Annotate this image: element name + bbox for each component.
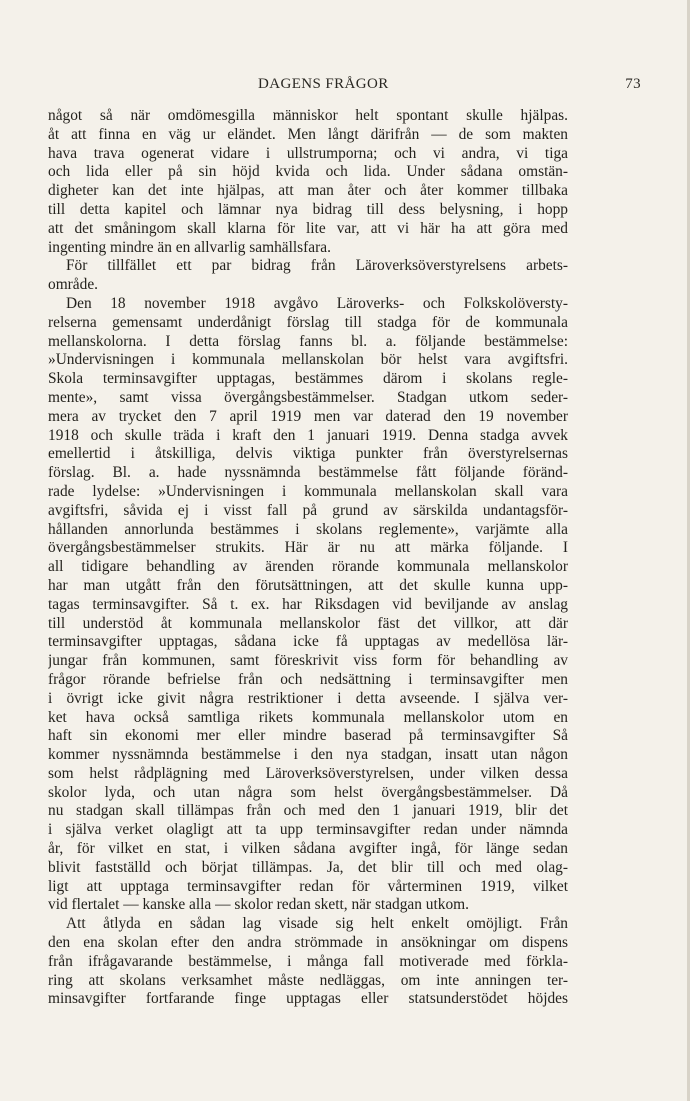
running-title: DAGENS FRÅGOR: [258, 76, 389, 92]
text-line: till understöd åt kommunala mellanskolor fäst det villkor, att där: [48, 614, 568, 632]
text-line: emellertid i åtskilliga, delvis viktiga punkter från överstyrelsernas: [48, 445, 568, 463]
text-line: och lida eller på sin höjd kvida och lida. Under sådana omstän-: [48, 163, 568, 181]
text-line: ligt att upptaga terminsavgifter redan för vårterminen 1919, vilket: [48, 877, 568, 895]
text-line: vid flertalet — kanske alla — skolor redan skett, när stadgan utkom.: [48, 896, 469, 914]
text-line: som helst rådplägning med Läroverksöverstyrelsen, under vilken dessa: [48, 764, 568, 782]
text-line: att det småningom skall klarna för lite var, att vi här ha att göra med: [48, 219, 568, 237]
text-line: nu stadgan skall tillämpas från och med den 1 januari 1919, blir det: [48, 802, 568, 820]
text-line: övergångsbestämmelser strukits. Här är nu att märka följande. I: [48, 539, 568, 557]
text-line: relserna gemensamt underdånigt förslag till stadga för de kommunala: [48, 313, 568, 331]
text-line: ket hava också samtliga rikets kommunala mellanskolor utom en: [48, 708, 568, 726]
text-line: 1918 och skulle träda i kraft den 1 januari 1919. Denna stadga avvek: [48, 426, 568, 444]
text-line: i övrigt icke givit några restriktioner i detta avseende. I själva ver-: [48, 689, 568, 707]
text-line: från ifrågavarande bestämmelse, i många fall motiverade med förkla-: [48, 952, 568, 970]
text-line: jungar från kommunen, samt föreskrivit viss form för behandling av: [48, 652, 568, 670]
text-line: ingenting mindre än en allvarlig samhällsfara.: [48, 238, 331, 256]
text-line: område.: [48, 276, 98, 294]
text-line: haft sin ekonomi mer eller mindre baserad på terminsavgifter Så: [48, 727, 568, 745]
text-line: mera av trycket den 7 april 1919 men var daterad den 19 november: [48, 407, 568, 425]
text-line: all tidigare behandling av ärenden rörande kommunala mellanskolor: [48, 558, 568, 576]
text-line: minsavgifter fortfarande finge upptagas eller statsunderstödet höjdes: [48, 990, 568, 1008]
text-line: åt att finna en väg ur eländet. Men långt därifrån — de som makten: [48, 125, 568, 143]
text-line: Skola terminsavgifter upptagas, bestämmes därom i skolans regle-: [48, 370, 568, 388]
text-line: frågor rörande befrielse från och nedsättning i terminsavgifter men: [48, 670, 568, 688]
text-line: Den 18 november 1918 avgåvo Läroverks- och Folkskolöversty-: [66, 294, 568, 312]
text-line: förslag. Bl. a. hade nyssnämnda bestämmelse fått följande föränd-: [48, 464, 568, 482]
text-line: kommer nyssnämnda bestämmelse i den nya stadgan, insatt utan någon: [48, 746, 568, 764]
page-number: 73: [625, 76, 641, 92]
text-line: Att åtlyda en sådan lag visade sig helt enkelt omöjligt. Från: [66, 915, 568, 933]
text-line: mellanskolorna. I detta förslag fanns bl. a. följande bestämmelse:: [48, 332, 568, 350]
text-line: digheter kan det inte hjälpas, att man åter och åter kommer tillbaka: [48, 182, 568, 200]
text-line: hållanden annorlunda bestämmes i skolans reglemente», varjämte alla: [48, 520, 568, 538]
text-line: något så när omdömesgilla människor helt spontant skulle hjälpas.: [48, 107, 568, 124]
text-line: mente», samt vissa övergångsbestämmelser. Stadgan utkom seder-: [48, 388, 568, 406]
text-line: tagas terminsavgifter. Så t. ex. har Riksdagen vid beviljande av anslag: [48, 595, 568, 613]
text-line: till detta kapitel och lämnar nya bidrag till dess belysning, i hopp: [48, 200, 568, 218]
text-line: »Undervisningen i kommunala mellanskolan bör helst vara avgiftsfri.: [48, 351, 568, 369]
running-header: [48, 76, 641, 96]
text-line: i själva verket olagligt att ta upp terminsavgifter redan under nämnda: [48, 821, 568, 839]
text-line: har man utgått från den förutsättningen, att det skulle kunna upp-: [48, 576, 568, 594]
text-line: avgiftsfri, såvida ej i visst fall på grund av särskilda undantagsför-: [48, 501, 568, 519]
text-line: terminsavgifter upptagas, sådana icke få upptagas av medellösa lär-: [48, 633, 568, 651]
text-line: hava trava ogenerat vidare i ullstrumporna; och vi andra, vi tiga: [48, 144, 568, 162]
text-line: år, för vilket en stat, i vilken sådana avgifter ingå, för länge sedan: [48, 840, 568, 858]
body-text: [48, 107, 568, 1009]
text-line: blivit fastställd och börjat tillämpas. Ja, det blir till och med olag-: [48, 858, 568, 876]
text-line: den ena skolan efter den andra strömmade in ansökningar om dispens: [48, 934, 568, 952]
text-line: rade lydelse: »Undervisningen i kommunala mellanskolan skall vara: [48, 482, 568, 500]
text-line: skolor lyda, och utan några som helst övergångsbestämmelser. Då: [48, 783, 568, 801]
text-line: ring att skolans verksamhet måste nedläggas, om inte anningen ter-: [48, 971, 568, 989]
text-line: För tillfället ett par bidrag från Läroverksöverstyrelsens arbets-: [66, 257, 568, 275]
